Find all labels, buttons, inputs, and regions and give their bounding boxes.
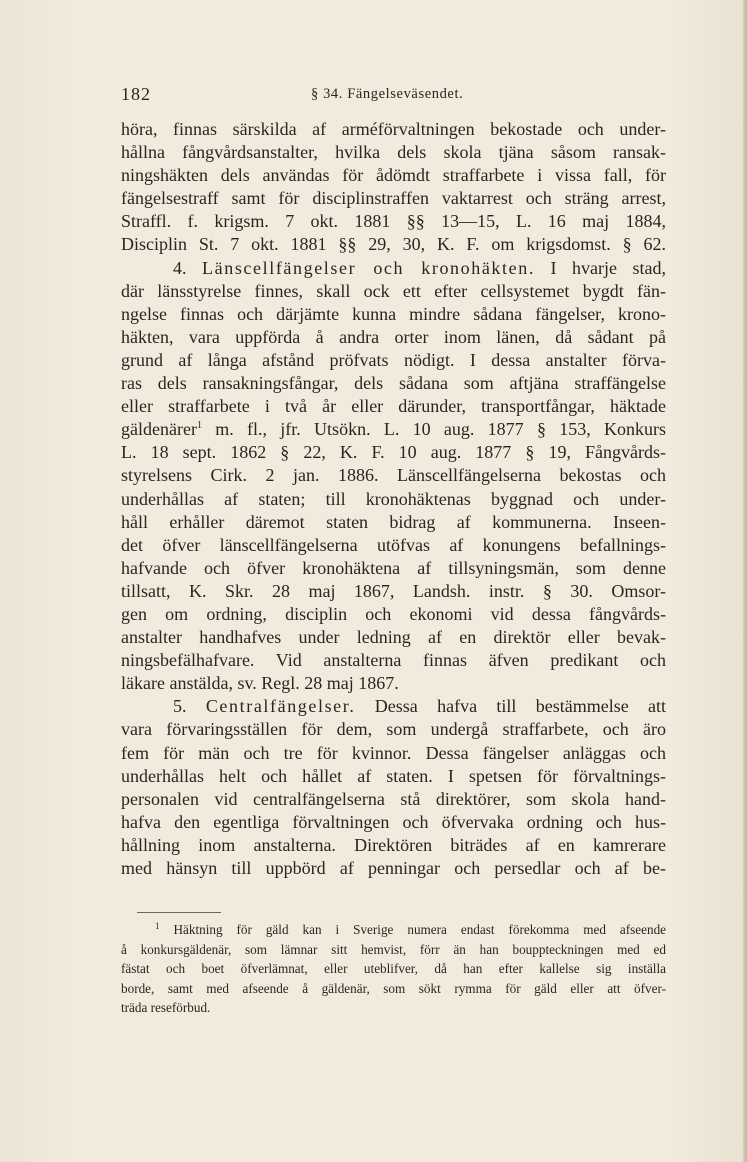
section-number: 5. [173, 696, 206, 717]
text-line: ningsbefälhafvare. Vid anstalterna finnas äfven predikant och [121, 650, 666, 671]
text-line: fem för män och tre för kvinnor. Dessa fängelser anläggas och [121, 742, 666, 763]
footnote-text: Häktning för gäld kan i Sverige numera endast förekomma med afseende [173, 922, 667, 937]
section-5-line [121, 695, 666, 718]
text-line: med hänsyn till uppbörd af penningar och persedlar och af be- [121, 858, 666, 878]
section-heading: Länscellfängelser och kronohäkten. [202, 257, 535, 278]
text-line: L. 18 sept. 1862 § 22, K. F. 10 aug. 1877 § 19, Fångvårds- [121, 442, 666, 463]
text-line: fängelsestraff samt för disciplinstraffen vaktarrest och sträng arrest, [121, 188, 666, 209]
footnote-divider [137, 912, 221, 913]
section-number: 4. [173, 257, 203, 278]
text-line: höra, finnas särskilda af arméförvaltningen bekostade och under- [121, 119, 666, 139]
text-line: ngelse finnas och därjämte kunna mindre sådana fängelser, krono- [121, 303, 666, 324]
footnote-line: fästat och boet öfverlämnat, eller uteblifver, då han efter kallelse sig inställa [121, 961, 666, 977]
footnote [121, 920, 666, 1018]
text-line: häkten, vara uppförda å andra orter inom länen, då sådant på [121, 326, 666, 347]
section-4-line [121, 257, 666, 280]
text-fragment: m. fl., jfr. Utsökn. L. 10 aug. 1877 § 153, Konkurs [201, 419, 666, 440]
footnote-line [121, 920, 666, 940]
text-line: eller straffarbete i två år eller därunder, transportfångar, häktade [121, 396, 666, 417]
text-line: Disciplin St. 7 okt. 1881 §§ 29, 30, K. F. om krigsdomst. § 62. [121, 234, 666, 255]
footnote-line: å konkursgäldenär, som lämnar sitt hemvist, förr än han bouppteckningen med ed [121, 941, 666, 957]
page-header [121, 84, 666, 110]
footnote-reference: 1 [196, 420, 202, 432]
text-line: Straffl. f. krigsm. 7 okt. 1881 §§ 13—15, L. 16 maj 1884, [121, 211, 666, 232]
text-line: vara förvaringsställen för dem, som undergå straffarbete, och äro [121, 719, 666, 740]
footnote-line: borde, samt med afseende å gäldenär, som sökt rymma för gäld eller att öfver- [121, 980, 666, 996]
text-line: tillsatt, K. Skr. 28 maj 1867, Landsh. instr. § 30. Omsor- [121, 580, 666, 601]
running-title: § 34. Fängelseväsendet. [311, 86, 464, 102]
text-line: där länsstyrelse finnes, skall ock ett efter cellsystemet bygdt fän- [121, 280, 666, 301]
text-line: underhållas helt och hållet af staten. I spetsen för förvaltnings- [121, 765, 666, 786]
text-line: ras dels ransakningsfångar, dels sådana som aftjäna straffängelse [121, 373, 666, 394]
text-line: hållna fångvårdsanstalter, hvilka dels skola tjäna såsom ransak- [121, 142, 666, 163]
text-line: hållning inom anstalterna. Direktören biträdes af en kamrerare [121, 834, 666, 855]
text-fragment: I hvarje stad, [534, 257, 667, 278]
page-number: 182 [121, 84, 151, 104]
text-line: hafvande och öfver kronohäktena af tillsyningsmän, som denne [121, 557, 666, 578]
text-line: anstalter handhafves under ledning af en direktör eller bevak- [121, 627, 666, 648]
text-line: gen om ordning, disciplin och ekonomi vid dessa fångvårds- [121, 603, 666, 624]
footnote-marker: 1 [155, 921, 160, 931]
text-line: läkare anstälda, sv. Regl. 28 maj 1867. [121, 673, 399, 694]
page-edge [743, 0, 747, 1162]
text-fragment: gäldenärer [121, 419, 197, 440]
text-line: det öfver länscellfängelserna utöfvas af konungens befallnings- [121, 534, 666, 555]
text-line: underhållas af staten; till kronohäktenas byggnad och under- [121, 488, 666, 509]
text-line: ningshäkten dels användas för ådömdt straffarbete i vissa fall, för [121, 165, 666, 186]
body-text [121, 118, 666, 880]
text-line: hafva den egentliga förvaltningen och öfvervaka ordning och hus- [121, 811, 666, 832]
footnote-ref-line [121, 418, 666, 441]
text-line: personalen vid centralfängelserna stå direktörer, som skola hand- [121, 788, 666, 809]
text-line: grund af långa afstånd pröfvats nödigt. I dessa anstalter förva- [121, 349, 666, 370]
section-heading: Centralfängelser. [205, 696, 356, 717]
text-line: styrelsens Cirk. 2 jan. 1886. Länscellfängelserna bekostas och [121, 465, 666, 486]
footnote-line: träda reseförbud. [121, 1000, 211, 1016]
text-fragment: Dessa hafva till bestämmelse att [355, 696, 666, 717]
text-line: håll erhåller däremot staten bidrag af kommunerna. Inseen- [121, 511, 666, 532]
